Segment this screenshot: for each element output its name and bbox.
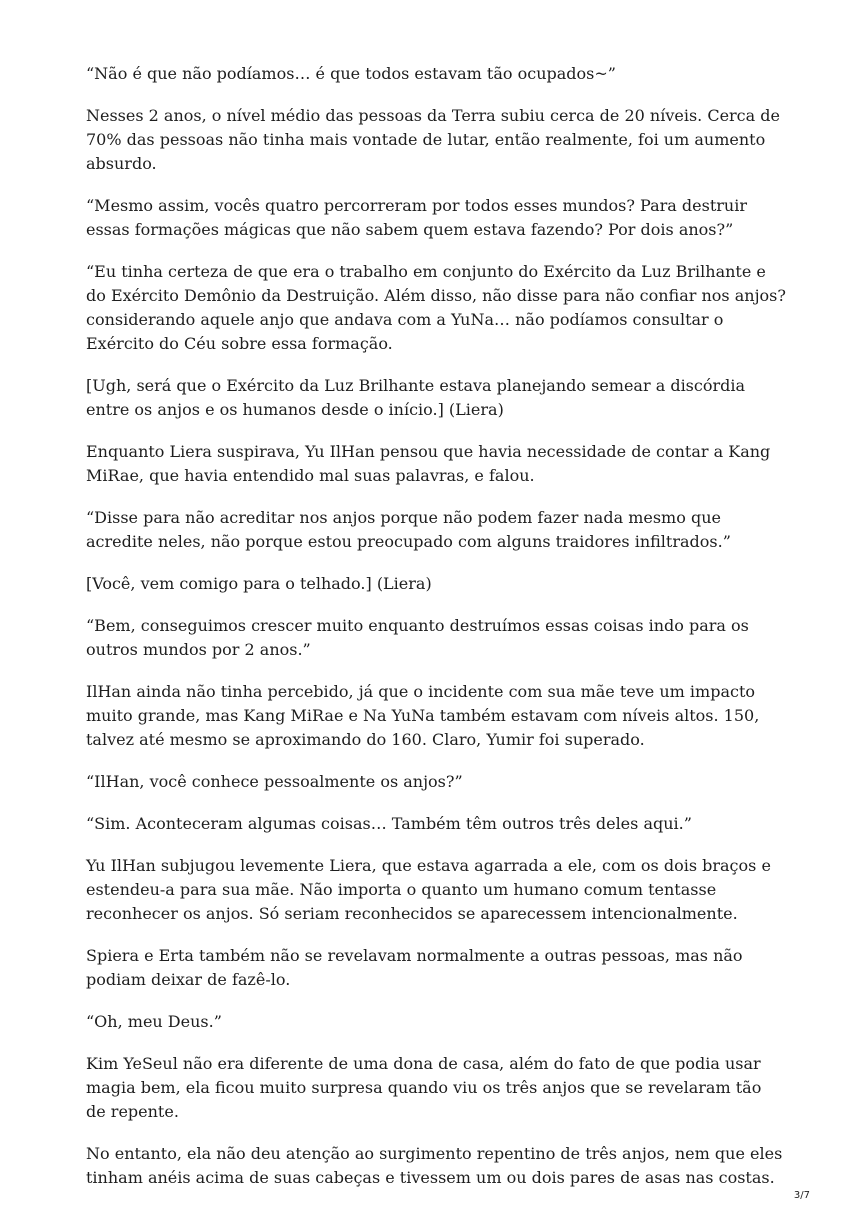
- paragraph: “Sim. Aconteceram algumas coisas… Também têm outros três deles aqui.”: [86, 814, 692, 833]
- paragraph: Kim YeSeul não era diferente de uma dona de casa, além do fato de que podia usar magia bem, ela ficou muito surpresa quando viu os três anjos que se revelaram tão de repente.: [86, 1054, 762, 1121]
- paragraph: Yu IlHan subjugou levemente Liera, que estava agarrada a ele, com os dois braços e estendeu-a para sua mãe. Não importa o quanto um humano comum tentasse reconhecer os anjos. Só seriam reconhecidos se aparecessem intencionalmente.: [86, 856, 771, 923]
- document-body: [86, 62, 786, 1208]
- paragraph: “IlHan, você conhece pessoalmente os anjos?”: [86, 772, 463, 791]
- paragraph: [Ugh, será que o Exército da Luz Brilhante estava planejando semear a discórdia entre os anjos e os humanos desde o início.] (Liera): [86, 376, 746, 419]
- paragraph: “Disse para não acreditar nos anjos porque não podem fazer nada mesmo que acredite neles, não porque estou preocupado com alguns traidores infiltrados.”: [86, 508, 731, 551]
- paragraph: [Você, vem comigo para o telhado.] (Liera): [86, 574, 432, 593]
- page-number: 3/7: [793, 1190, 810, 1201]
- paragraph: Nesses 2 anos, o nível médio das pessoas da Terra subiu cerca de 20 níveis. Cerca de 70% das pessoas não tinha mais vontade de lutar, então realmente, foi um aumento absurdo.: [86, 106, 780, 173]
- paragraph: “Bem, conseguimos crescer muito enquanto destruímos essas coisas indo para os outros mundos por 2 anos.”: [86, 616, 749, 659]
- paragraph: “Mesmo assim, vocês quatro percorreram por todos esses mundos? Para destruir essas formações mágicas que não sabem quem estava fazendo? Por dois anos?”: [86, 196, 747, 239]
- paragraph: “Não é que não podíamos… é que todos estavam tão ocupados~”: [86, 64, 616, 83]
- paragraph: Spiera e Erta também não se revelavam normalmente a outras pessoas, mas não podiam deixar de fazê-lo.: [86, 946, 743, 989]
- paragraph: “Oh, meu Deus.”: [86, 1012, 222, 1031]
- paragraph: IlHan ainda não tinha percebido, já que o incidente com sua mãe teve um impacto muito grande, mas Kang MiRae e Na YuNa também estavam com níveis altos. 150, talvez até mesmo se aproximando do 160. Claro, Yumir foi superado.: [86, 682, 760, 749]
- paragraph: Enquanto Liera suspirava, Yu IlHan pensou que havia necessidade de contar a Kang MiRae, que havia entendido mal suas palavras, e falou.: [86, 442, 771, 485]
- paragraph: No entanto, ela não deu atenção ao surgimento repentino de três anjos, nem que eles tinham anéis acima de suas cabeças e tivessem um ou dois pares de asas nas costas.: [86, 1144, 783, 1187]
- paragraph: “Eu tinha certeza de que era o trabalho em conjunto do Exército da Luz Brilhante e do Exército Demônio da Destruição. Além disso, não disse para não confiar nos anjos? considerando aquele anjo que andava com a YuNa… não podíamos consultar o Exército do Céu sobre essa formação.: [86, 262, 786, 353]
